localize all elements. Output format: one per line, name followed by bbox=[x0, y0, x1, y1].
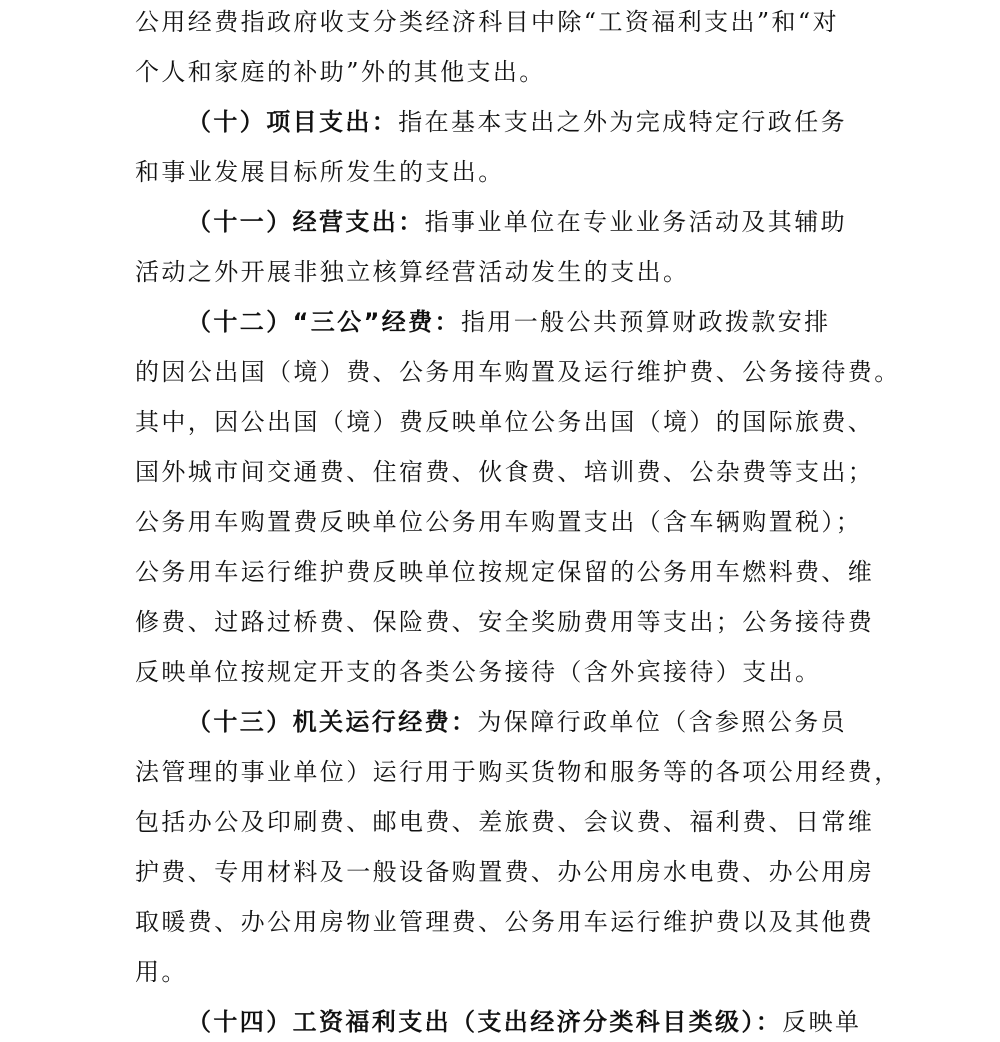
paragraph-line: 的因公出国（境）费、公务用车购置及运行维护费、公务接待费。 bbox=[135, 358, 901, 386]
paragraph-line: 和事业发展目标所发生的支出。 bbox=[135, 158, 505, 186]
paragraph-line: 法管理的事业单位）运行用于购买货物和服务等的各项公用经费， bbox=[135, 758, 901, 786]
paragraph-line: 公务用车购置费反映单位公务用车购置支出（含车辆购置税）； bbox=[135, 508, 863, 536]
section-line-ten: （十）项目支出：指在基本支出之外为完成特定行政任务 bbox=[187, 108, 848, 136]
paragraph-line: 公用经费指政府收支分类经济科目中除“工资福利支出”和“对 bbox=[135, 8, 840, 36]
section-heading: （十一）经营支出： bbox=[187, 208, 425, 236]
paragraph-line: 取暖费、办公用房物业管理费、公务用车运行维护费以及其他费 bbox=[135, 908, 875, 936]
paragraph-line: 个人和家庭的补助”外的其他支出。 bbox=[135, 58, 546, 86]
section-line-thirteen: （十三）机关运行经费：为保障行政单位（含参照公务员 bbox=[187, 708, 848, 736]
paragraph-line: 反映单位按规定开支的各类公务接待（含外宾接待）支出。 bbox=[135, 658, 822, 686]
paragraph-line: 修费、过路过桥费、保险费、安全奖励费用等支出；公务接待费 bbox=[135, 608, 875, 636]
paragraph-line: 公务用车运行维护费反映单位按规定保留的公务用车燃料费、维 bbox=[135, 558, 875, 586]
paragraph-line: 活动之外开展非独立核算经营活动发生的支出。 bbox=[135, 258, 690, 286]
paragraph-line: 用。 bbox=[135, 958, 188, 986]
section-heading: （十）项目支出： bbox=[187, 108, 399, 136]
paragraph-line: 其中，因公出国（境）费反映单位公务出国（境）的国际旅费、 bbox=[135, 408, 875, 436]
section-line-fourteen: （十四）工资福利支出（支出经济分类科目类级）：反映单 bbox=[187, 1008, 862, 1036]
section-line-eleven: （十一）经营支出：指事业单位在专业业务活动及其辅助 bbox=[187, 208, 848, 236]
section-heading: （十二）“三公”经费： bbox=[187, 308, 461, 336]
paragraph-line: 包括办公及印刷费、邮电费、差旅费、会议费、福利费、日常维 bbox=[135, 808, 875, 836]
paragraph-line: 护费、专用材料及一般设备购置费、办公用房水电费、办公用房 bbox=[135, 858, 875, 886]
section-heading: （十四）工资福利支出（支出经济分类科目类级）： bbox=[187, 1008, 783, 1036]
paragraph-line: 国外城市间交通费、住宿费、伙食费、培训费、公杂费等支出； bbox=[135, 458, 875, 486]
section-line-twelve: （十二）“三公”经费：指用一般公共预算财政拨款安排 bbox=[187, 308, 831, 336]
section-heading: （十三）机关运行经费： bbox=[187, 708, 478, 736]
